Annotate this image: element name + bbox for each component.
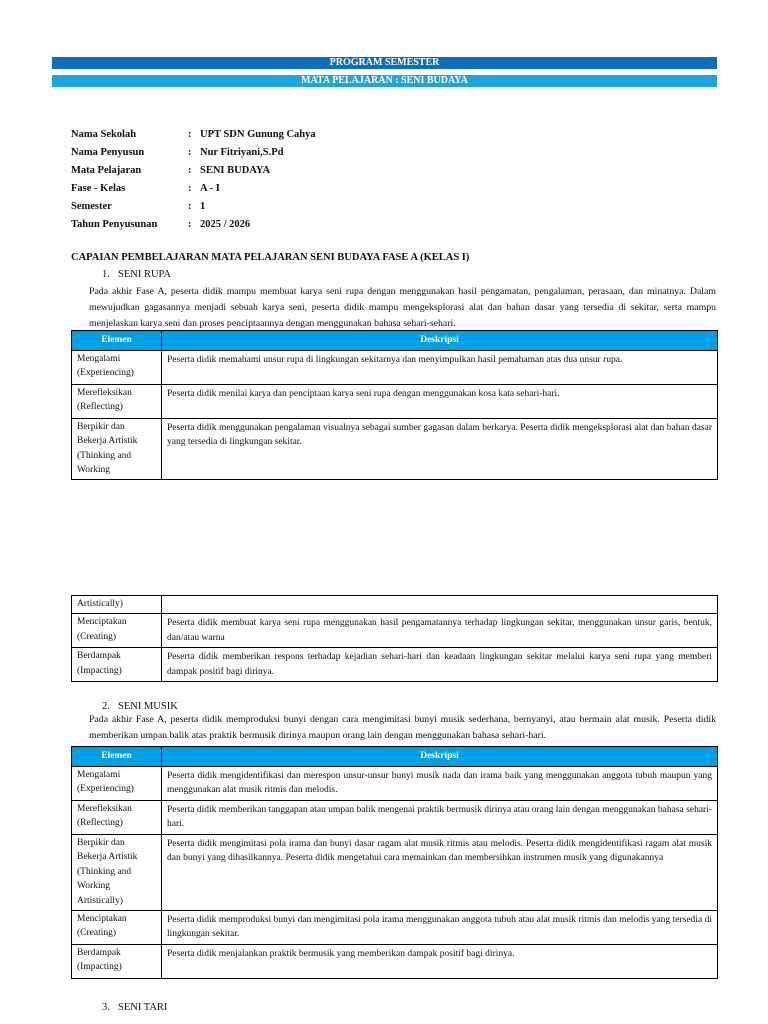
column-header-deskripsi: Deskripsi [162,747,718,767]
cp-heading: CAPAIAN PEMBELAJARAN MATA PELAJARAN SENI BUDAYA FASE A (KELAS I) [71,252,470,263]
table-row [72,596,718,614]
column-header-elemen: Elemen [72,747,162,767]
deskripsi-cell: Peserta didik menjalankan praktik bermusik yang memberikan dampak positif bagi dirinya. [162,944,718,978]
table-header-row [72,331,718,351]
identity-separator: : [188,129,192,140]
section-number: 3. [102,1002,110,1013]
elemen-cell: Artistically) [72,596,162,614]
identity-value: Nur Fitriyani,S.Pd [200,147,284,158]
identity-value: SENI BUDAYA [200,165,271,176]
section-heading-seni-rupa [102,269,171,280]
deskripsi-cell: Peserta didik mengimitasi pola irama dan bunyi dasar ragam alat musik ritmis atau melodis. Peserta didik mengidentifikasi ragam alat musik dan bunyi yang dihasilkannya. Peserta didik mengetahui cara memainkan dan membersihkan instrumen musik yang digunakannya [162,834,718,910]
identity-label: Nama Sekolah [71,129,137,140]
identity-label: Nama Penyusun [71,147,145,158]
identity-value: 2025 / 2026 [200,219,251,230]
section-name: SENI TARI [118,1002,168,1013]
subject-title-band: MATA PELAJARAN : SENI BUDAYA [52,75,717,87]
identity-row-semester [71,201,316,219]
table-row [72,648,718,682]
identity-row-author [71,147,316,165]
identity-separator: : [188,165,192,176]
section-name: SENI MUSIK [118,701,178,712]
deskripsi-cell: Peserta didik memahami unsur rupa di lingkungan sekitarnya dan menyimpulkan hasil pemahaman atas dua unsur rupa. [162,350,718,384]
identity-row-school [71,129,316,147]
identity-label: Mata Pelajaran [71,165,142,176]
elemen-cell: Berdampak (Impacting) [72,648,162,682]
seni-musik-table [71,746,718,979]
deskripsi-cell: Peserta didik membuat karya seni rupa menggunakan hasil pengamatannya terhadap lingkungan sekitar, menggunakan unsur garis, bentuk, dan/atau warna [162,614,718,648]
table-row [72,418,718,479]
table-row [72,350,718,384]
section-heading-seni-tari [102,1002,167,1013]
elemen-cell: Mengalami (Experiencing) [72,350,162,384]
section-number: 1. [102,269,110,280]
identity-label: Fase - Kelas [71,183,126,194]
elemen-cell: Menciptakan (Creating) [72,910,162,944]
table-row [72,614,718,648]
deskripsi-cell: Peserta didik mengidentifikasi dan merespon unsur-unsur bunyi musik nada dan irama baik yang menggunakan anggota tubuh maupun yang menggunakan alat musik ritmis dan melodis. [162,766,718,800]
deskripsi-cell: Peserta didik menggunakan pengalaman visualnya sebagai sumber gagasan dalam berkarya. Peserta didik mengeksplorasi alat dan bahan dasar yang tersedia di lingkungan sekitar. [162,418,718,479]
elemen-cell: Merefleksikan (Reflecting) [72,384,162,418]
table-row [72,766,718,800]
deskripsi-cell: Peserta didik menilai karya dan penciptaan karya seni rupa dengan menggunakan kosa kata sehari-hari. [162,384,718,418]
column-header-deskripsi: Deskripsi [162,331,718,351]
identity-separator: : [188,219,192,230]
identity-separator: : [188,201,192,212]
identity-value: A - I [200,183,220,194]
deskripsi-cell: Peserta didik memberikan tanggapan atau umpan balik mengenai praktik bermusik dirinya atau orang lain dengan menggunakan bahasa sehari-hari. [162,800,718,834]
document-title-band: PROGRAM SEMESTER [52,57,717,69]
seni-rupa-intro: Pada akhir Fase A, peserta didik mampu membuat karya seni rupa dengan menggunakan hasil pengamatan, pengalaman, perasaan, dan minatnya. Dalam mewujudkan gagasannya menjadi sebuah karya seni, peserta didik mampu mengeksplorasi alat dan bahan dasar yang tersedia di sekitar, serta mampu menjelaskan karya seni dan proses penciptaannya dengan menggunakan bahasa sehari-sehari. [89,286,716,329]
seni-musik-intro: Pada akhir Fase A, peserta didik memproduksi bunyi dengan cara mengimitasi bunyi musik sederhana, bernyanyi, atau bermain alat musik. Peserta didik memberikan umpan balik atas praktik bermusik dirinya maupun orang lain dengan menggunakan bahasa sehari-hari. [89,714,716,741]
seni-rupa-table-part2 [71,595,718,682]
identity-separator: : [188,147,192,158]
elemen-cell: Menciptakan (Creating) [72,614,162,648]
identity-row-phase [71,183,316,201]
identity-label: Tahun Penyusunan [71,219,158,230]
table-row [72,384,718,418]
deskripsi-cell: Peserta didik memproduksi bunyi dan mengimitasi pola irama menggunakan anggota tubuh atau alat musik ritmis dan melodis yang tersedia di lingkungan sekitar. [162,910,718,944]
elemen-cell: Berpikir dan Bekerja Artistik (Thinking and Working [72,418,162,479]
table-row [72,800,718,834]
elemen-cell: Mengalami (Experiencing) [72,766,162,800]
table-row [72,834,718,910]
identity-label: Semester [71,201,112,212]
identity-separator: : [188,183,192,194]
deskripsi-cell: Peserta didik memberikan respons terhadap kejadian sehari-hari dan keadaan lingkungan sekitar melalui karya seni rupa yang memberi dampak positif bagi dirinya. [162,648,718,682]
column-header-elemen: Elemen [72,331,162,351]
identity-table [71,129,316,237]
deskripsi-cell [162,596,718,614]
identity-row-subject [71,165,316,183]
elemen-cell: Berpikir dan Bekerja Artistik (Thinking and Working Artistically) [72,834,162,910]
identity-row-year [71,219,316,237]
section-heading-seni-musik [102,701,178,712]
table-row [72,944,718,978]
elemen-cell: Berdampak (Impacting) [72,944,162,978]
section-name: SENI RUPA [118,269,172,280]
table-header-row [72,747,718,767]
elemen-cell: Merefleksikan (Reflecting) [72,800,162,834]
table-row [72,910,718,944]
identity-value: UPT SDN Gunung Cahya [200,129,316,140]
section-number: 2. [102,701,110,712]
identity-value: 1 [200,201,206,212]
seni-rupa-table-part1 [71,330,718,480]
